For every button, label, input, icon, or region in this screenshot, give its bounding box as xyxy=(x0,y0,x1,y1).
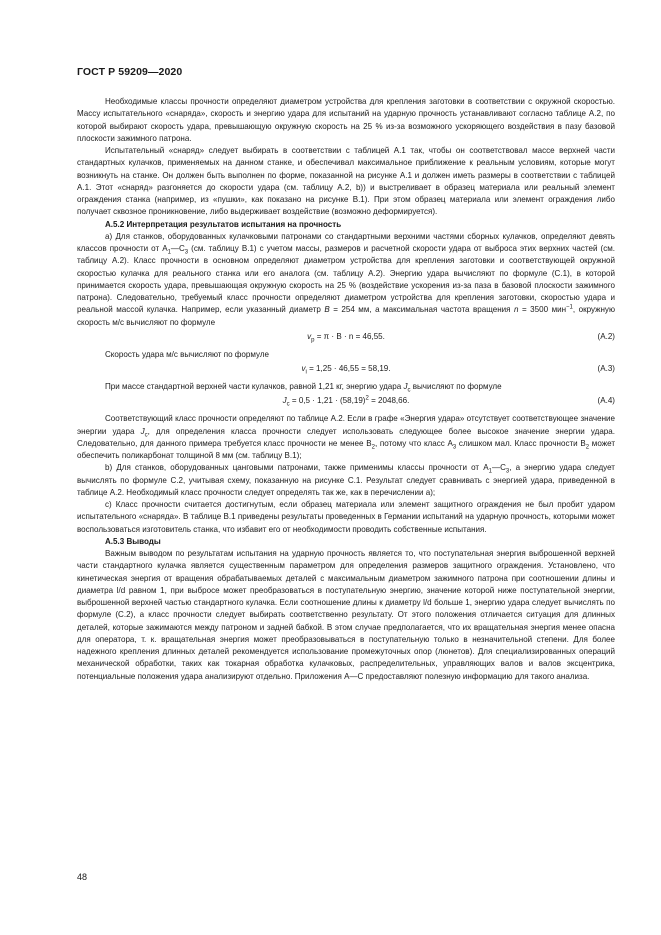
section-heading-a53: А.5.3 Выводы xyxy=(105,536,161,546)
standard-header: ГОСТ Р 59209—2020 xyxy=(77,66,183,78)
paragraph-projectile: Испытательный «снаряд» следует выбирать в соответствии с таблицей А.1 так, чтобы он соответствовал массе верхней части стандартных кулачков, применяемых на данном станке, и обеспечивал максимальное приближение к реальным условиям, которые могут возникнуть на станке. Он должен быть выполнен по форме, показанной на рисунке А.1 и должен иметь размеры в соответствии с таблицей А.1. Этот «снаряд» разгоняется до скорости удара (см. таблицу А.2, b)) и выстреливает в образец материала или реальный элемент ограждения станка (например, из «пушки», как показано на рисунке В.1). При этом образец материала или элемент ограждения либо получает сквозное проникновение, либо выдерживает воздействие (возможно деформируется). xyxy=(77,146,615,217)
paragraph-impact-speed: Скорость удара м/с вычисляют по формуле xyxy=(105,349,270,359)
paragraph-impact-energy: При массе стандартной верхней части кулачков, равной 1,21 кг, энергию удара $J_c$ вычисляют по формуле xyxy=(105,382,502,394)
paragraph-class-selection: Соответствующий класс прочности определяют по таблице А.2. Если в графе «Энергия удара» отсутствует соответствующее значение энергии удара $J_c$, для определения класса прочности следует использовать следующее более высокое значение энергии удара. Следовательно, для данного примера требуется класс прочности не менее $В_2$, потому что класс $А_3$ слишком мал. Класс прочности $В_2$ может обеспечить поликарбонат толщиной 8 мм (см. таблицу В.1); xyxy=(77,414,616,460)
formula-a3: $v_i = 1,25 \cdot 46,55 = 58,19$. (А.3) xyxy=(301,364,615,376)
paragraph-item-a: а) Для станков, оборудованных кулачковыми патронами со стандартными верхними частями сборных кулачков, определяют девять классов прочности от $А_1—С_3$ (см. таблицу В.1) с учетом массы, размеров и расчетной скорости удара от выброса этих верхних частей (см. таблицу А.2). Класс прочности в основном определяют диаметром устройства для крепления заготовки и соответствующей окружной скоростью кулачка для реального станка или его аналога (см. таблицу А.2). Энергию удара вычисляют по формуле (С.1), в которой принимается скорость удара, превышающая окружную скорость на 25 % (воздействие ускорения из-за паза в базовой плоскости зажимного патрона). Следовательно, требуемый класс прочности определяют диаметром устройства для крепления заготовки, скоростью удара и реальной массой кулачка. Например, если указанный диаметр В = 254 мм, а максимальная частота вращения n = 3500 мин$^{-1}$, окружную скорость м/с вычисляют по формуле xyxy=(77,231,615,327)
section-heading-a52: А.5.2 Интерпретация результатов испытания на прочность xyxy=(105,219,342,229)
formula-a4: $J_c = 0,5 \cdot 1,21 \cdot (58,19)^2 = 2048,66$. (А.4) xyxy=(282,395,615,408)
paragraph-conclusions: Важным выводом по результатам испытания на ударную прочность является то, что поступательная энергия выброшенной верхней части стандартного кулачка является существенным параметром для определения размеров защитного ограждения. Установлено, что кинетическая энергия от вращения обрабатываемых деталей с максимальным диаметром зажимного патрона при соотношении длины и диаметра l/d равном 1, при выбросе может преобразоваться в поступательную энергию, значение которой ниже поступательной энергии, выброшенной верхней частью стандартного кулачка. Если соотношение длины к диаметру l/d больше 1, энергию удара следует вычислять по формуле (С.2), а класс прочности следует выбирать соответственно результату. От этого положения отличается ситуация для длинных деталей, которые зажимаются между патроном и задней бабкой. В этом случае предполагается, что их вращательная энергия менее опасна для оператора, т. к. вращательная энергия может преобразовываться в поступательную только в незначительной степени. Для более надежного крепления длинных деталей рекомендуется использование промежуточных опор (люнетов). Для специализированных операций механической обработки, таких как токарная обработка кулачковых, распределительных, управляющих валов и валов эксцентрика, потенциальные положения удара анализируют отдельно. Приложения А—С предоставляют полезную информацию для такого анализа. xyxy=(77,549,615,681)
paragraph-classes: Необходимые классы прочности определяют диаметром устройства для крепления заготовки в соответствии с окружной скоростью. Массу испытательного «снаряда», скорость и энергию удара для испытаний на ударную прочность устанавливают согласно таблице А.2, по которой выбирают скорость удара, превышающую окружную скорость на 25 % из-за возможного ускоряющего воздействия в пазу базовой плоскости зажимного патрона. xyxy=(77,97,615,143)
document-body xyxy=(77,96,615,683)
formula-number: (А.4) xyxy=(597,396,615,406)
formula-number: (А.2) xyxy=(597,331,615,341)
formula-number: (А.3) xyxy=(597,364,615,373)
paragraph-item-c: с) Класс прочности считается достигнутым, если образец материала или элемент защитного ограждения не был пробит ударом испытательного «снаряда». В таблице В.1 приведены результаты проведенных в Германии испытаний на ударную прочность, которыми может воспользоваться изготовитель станка, что избавит его от необходимости проводить собственные испытания. xyxy=(77,500,615,534)
formula-a2: $v_p = \pi \cdot B \cdot n = 46,55$. (А.2) xyxy=(307,331,615,344)
page-number: 48 xyxy=(77,872,88,882)
paragraph-item-b: b) Для станков, оборудованных цанговыми патронами, также применимы классы прочности от $А_1—С_3$, а энергию удара следует вычислять по формуле С.2, учитывая схему, показанную на рисунке С.1. Результат следует сравнивать с энергией удара, приведенной в таблице А.2. Необходимый класс прочности следует определять так же, как в перечислении а); xyxy=(77,463,615,497)
